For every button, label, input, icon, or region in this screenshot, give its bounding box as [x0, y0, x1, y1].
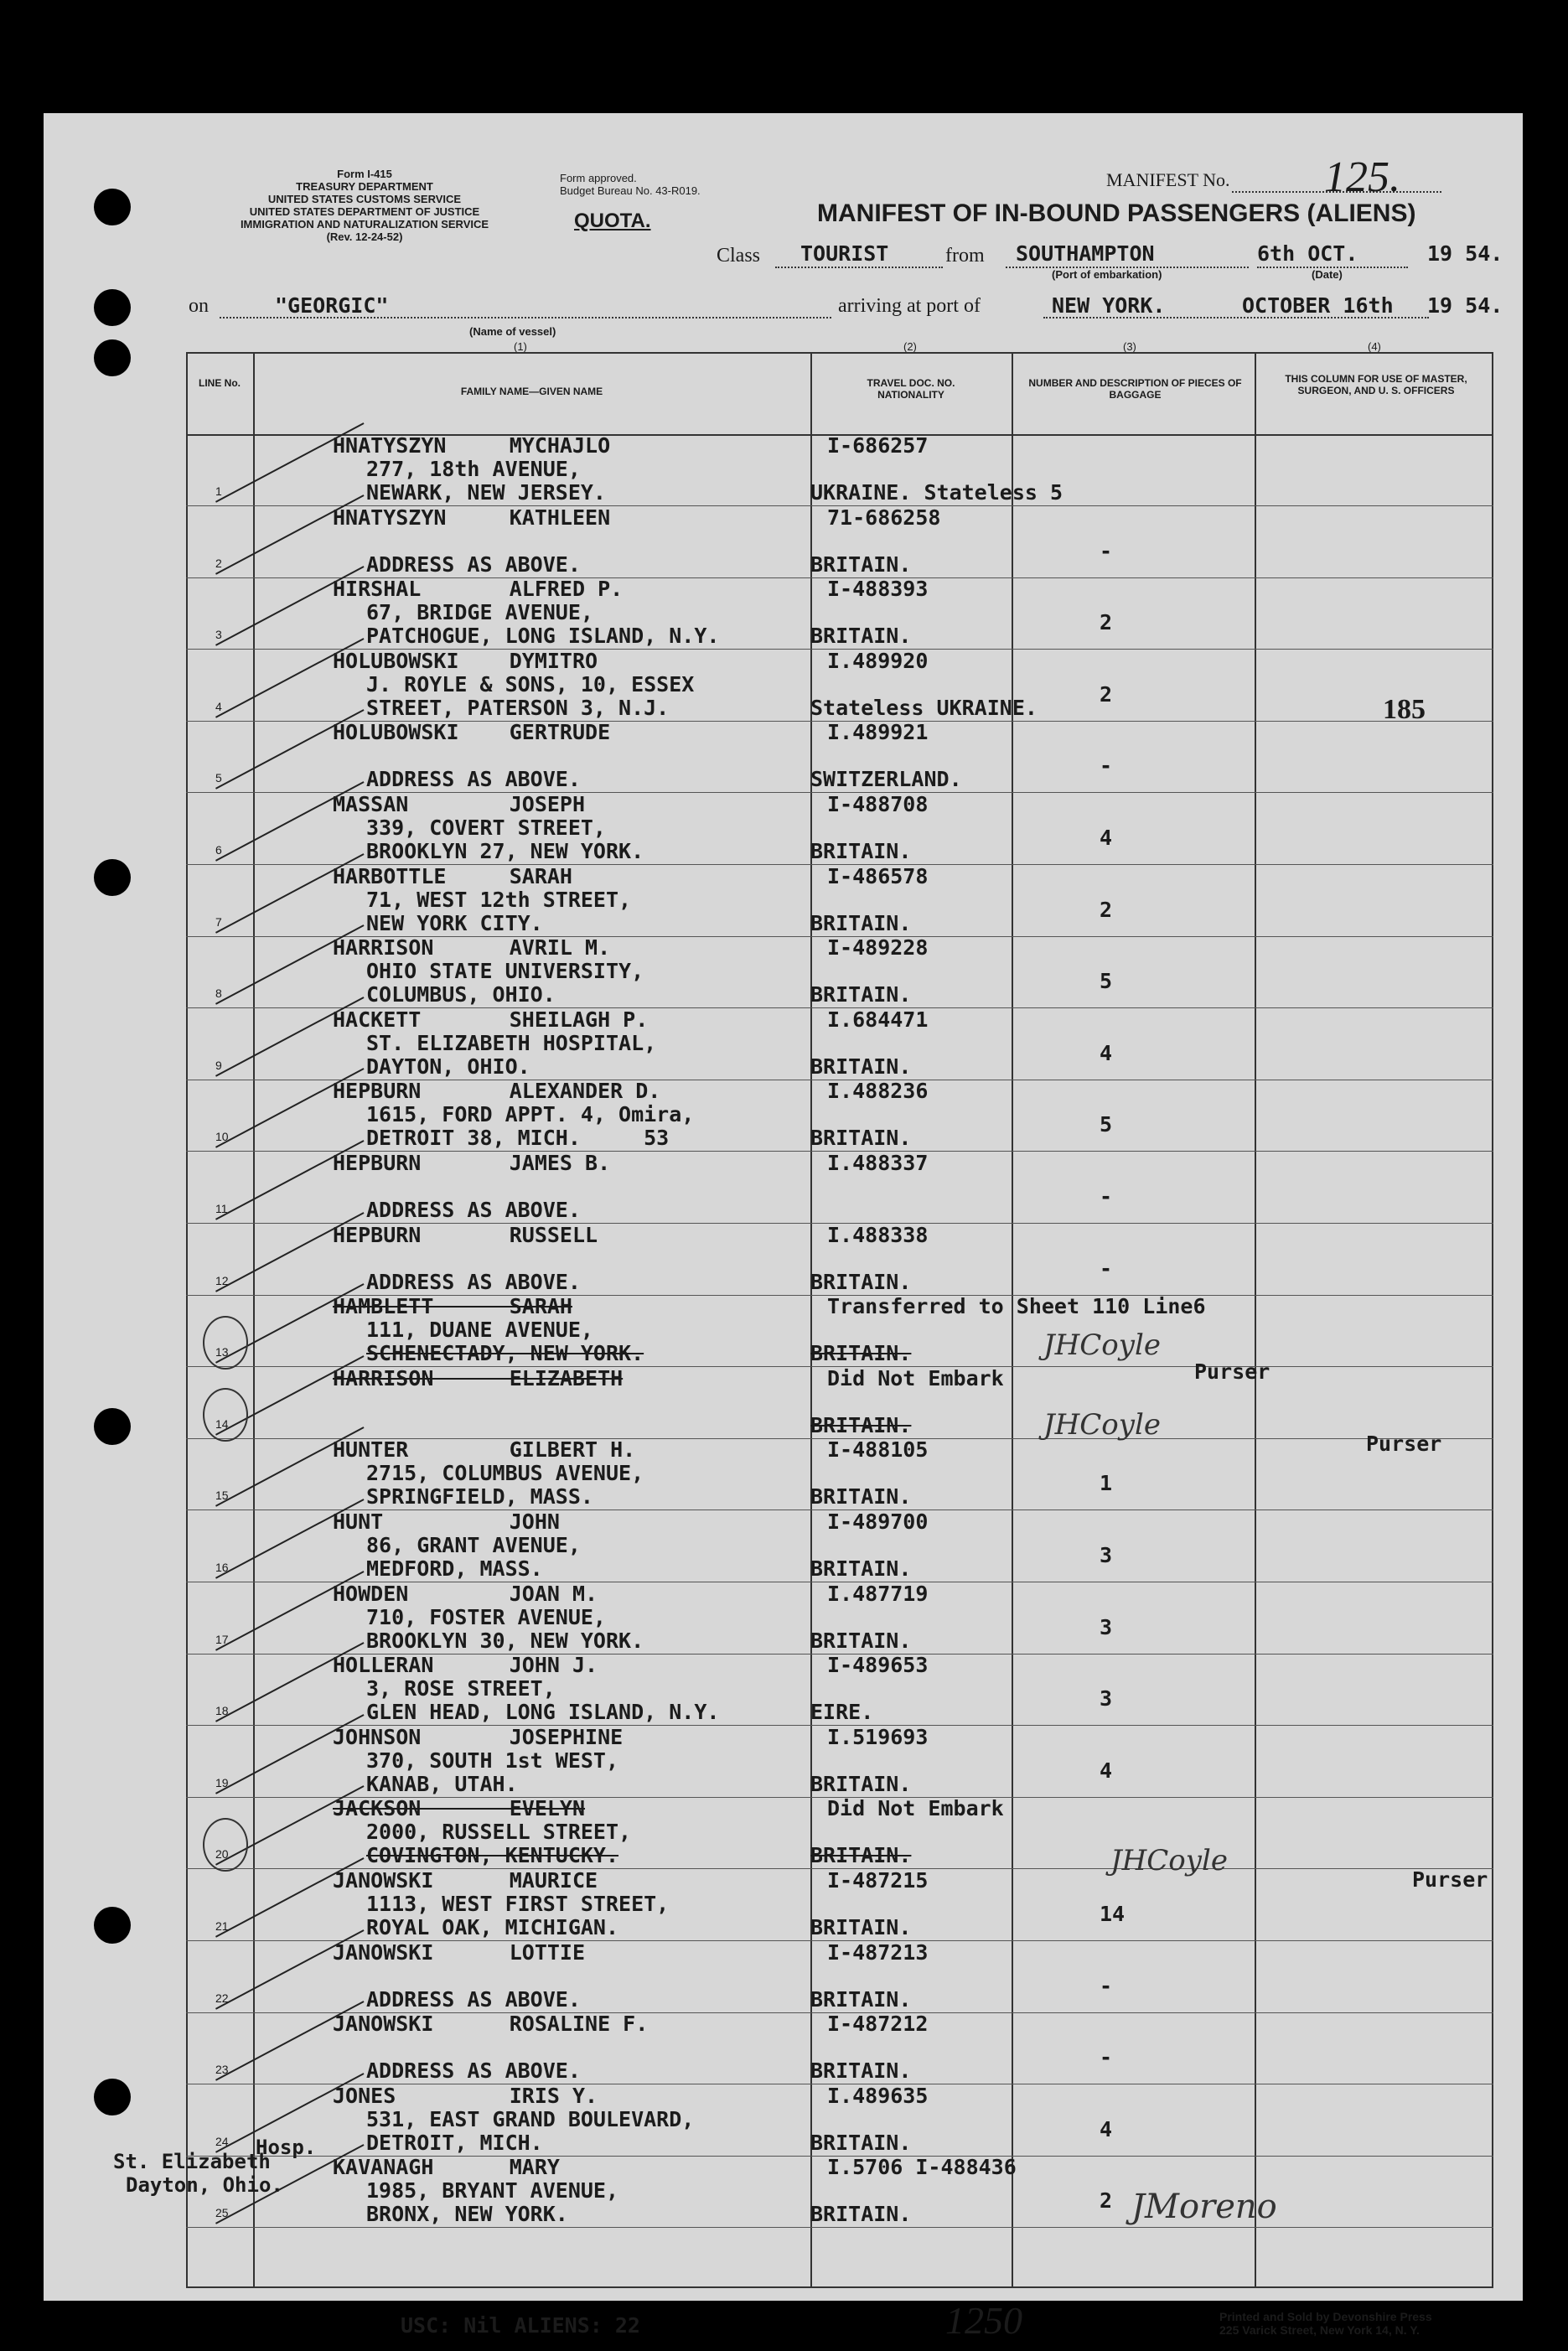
- nationality: BRITAIN.: [810, 1341, 912, 1366]
- line-number: 14: [215, 1416, 229, 1431]
- table-row: [186, 577, 1493, 649]
- address-line1: 71, WEST 12th STREET,: [366, 887, 632, 912]
- table-row: [186, 1582, 1493, 1654]
- col-baggage-header: NUMBER AND DESCRIPTION OF PIECES OF BAGGAGE: [1028, 377, 1242, 401]
- baggage-count: -: [1100, 1184, 1113, 1209]
- table-row: [186, 1295, 1493, 1366]
- signature-13: JHCoyle: [1043, 1328, 1161, 1362]
- check-mark: [215, 709, 365, 790]
- baggage-count: 3: [1100, 1686, 1113, 1711]
- signature-bottom: JMoreno: [1131, 2188, 1277, 2226]
- address-line1: 2000, RUSSELL STREET,: [366, 1820, 632, 1845]
- address-line1: 2715, COLUMBUS AVENUE,: [366, 1461, 644, 1486]
- nationality: BRITAIN.: [810, 1628, 912, 1653]
- nationality: BRITAIN.: [810, 624, 912, 649]
- col-name-header: FAMILY NAME—GIVEN NAME: [460, 386, 603, 397]
- purser-13: Purser: [1194, 1359, 1270, 1384]
- form-rev: (Rev. 12-24-52): [326, 230, 403, 243]
- table-row: [186, 1008, 1493, 1080]
- cancel-circle: [203, 1818, 248, 1872]
- passenger-name: HARRISON ELIZABETH: [333, 1365, 624, 1390]
- travel-doc: I.487719: [827, 1581, 929, 1606]
- check-mark: [215, 924, 365, 1005]
- table-row: [186, 2156, 1493, 2227]
- page-title: MANIFEST OF IN-BOUND PASSENGERS (ALIENS): [817, 199, 1416, 227]
- check-mark: [215, 2001, 365, 2081]
- binder-hole: [94, 189, 131, 225]
- date-caption: (Date): [1312, 268, 1343, 281]
- passenger-name: JONES IRIS Y.: [333, 2083, 598, 2108]
- margin-hosp: Hosp.: [256, 2136, 317, 2159]
- passenger-name: HUNT JOHN: [333, 1510, 560, 1534]
- table-row: [186, 1510, 1493, 1582]
- nationality: BRITAIN.: [810, 1054, 912, 1079]
- nationality: BRITAIN.: [810, 1269, 912, 1294]
- line-number: 18: [215, 1704, 229, 1718]
- baggage-count: 4: [1100, 2116, 1113, 2141]
- travel-doc: I.489921: [827, 720, 929, 745]
- check-mark: [215, 638, 365, 718]
- budget-bureau-text: Budget Bureau No. 43-R019.: [560, 184, 701, 197]
- check-mark: [215, 566, 365, 646]
- passenger-name: HAMBLETT SARAH: [333, 1294, 572, 1319]
- passenger-name: HARRISON AVRIL M.: [333, 935, 611, 961]
- purser-20: Purser: [1412, 1867, 1488, 1892]
- baggage-count: -: [1100, 1256, 1113, 1281]
- baggage-count: 4: [1100, 1758, 1113, 1783]
- passenger-name: HUNTER GILBERT H.: [333, 1437, 636, 1463]
- address-line2: BRONX, NEW YORK.: [366, 2202, 568, 2227]
- line-number: 5: [215, 771, 222, 785]
- address-line2: STREET, PATERSON 3, N.J.: [366, 695, 670, 720]
- signature-20: JHCoyle: [1110, 1844, 1228, 1877]
- check-mark: [215, 1140, 365, 1220]
- line-number: 2: [215, 556, 222, 570]
- nationality: SWITZERLAND.: [810, 767, 962, 792]
- address-line1: 1985, BRYANT AVENUE,: [366, 2178, 619, 2203]
- passenger-name: HOWDEN JOAN M.: [333, 1581, 598, 1606]
- passenger-name: HOLUBOWSKI DYMITRO: [333, 648, 598, 673]
- check-mark: [215, 422, 365, 503]
- address-line2: ADDRESS AS ABOVE.: [366, 767, 581, 792]
- address-line2: COVINGTON, KENTUCKY.: [366, 1843, 619, 1868]
- travel-doc: I-489700: [827, 1510, 929, 1534]
- binder-hole: [94, 289, 131, 326]
- check-mark: [215, 997, 365, 1077]
- nationality: BRITAIN.: [810, 1843, 912, 1868]
- check-mark: [215, 1068, 365, 1148]
- table-row: [186, 1869, 1493, 1940]
- baggage-count: 14: [1100, 1902, 1126, 1926]
- address-line2: ADDRESS AS ABOVE.: [366, 552, 581, 577]
- address-line2: DETROIT, MICH.: [366, 2130, 543, 2155]
- cancel-circle: [203, 1316, 248, 1370]
- purser-14: Purser: [1366, 1432, 1442, 1456]
- passenger-name: KAVANAGH MARY: [333, 2155, 560, 2180]
- binder-hole: [94, 2079, 131, 2115]
- passenger-name: HNATYSZYN MYCHAJLO: [333, 433, 611, 458]
- passenger-name: HOLUBOWSKI GERTRUDE: [333, 720, 611, 745]
- col-travel-header: TRAVEL DOC. NO. NATIONALITY: [867, 377, 955, 401]
- address-line2: SCHENECTADY, NEW YORK.: [366, 1341, 644, 1366]
- passenger-name: HARBOTTLE SARAH: [333, 863, 572, 888]
- passenger-name: MASSAN JOSEPH: [333, 792, 586, 816]
- passenger-name: HEPBURN RUSSELL: [333, 1222, 598, 1247]
- address-line1: 3, ROSE STREET,: [366, 1676, 556, 1701]
- table-row: [186, 1080, 1493, 1151]
- footer-handwritten: 1250: [945, 2299, 1022, 2342]
- quota-label: QUOTA.: [574, 210, 651, 232]
- arrival-year: 19 54.: [1427, 293, 1503, 318]
- nationality: BRITAIN.: [810, 1556, 912, 1581]
- check-mark: [215, 495, 365, 575]
- arrival-port: NEW YORK.: [1052, 293, 1166, 318]
- check-mark: [215, 1212, 365, 1292]
- address-line2: DAYTON, OHIO.: [366, 1054, 530, 1079]
- passenger-name: JOHNSON JOSEPHINE: [333, 1724, 624, 1749]
- margin-city2: Dayton, Ohio.: [126, 2173, 283, 2197]
- baggage-count: 3: [1100, 1614, 1113, 1639]
- table-row: [186, 1654, 1493, 1725]
- baggage-count: 3: [1100, 1543, 1113, 1567]
- cancel-circle: [203, 1388, 248, 1442]
- address-line2: KANAB, UTAH.: [366, 1771, 518, 1796]
- form-dept: TREASURY DEPARTMENT: [296, 180, 433, 193]
- check-mark: [215, 1571, 365, 1651]
- officer-note: 185: [1383, 694, 1426, 725]
- address-line1: OHIO STATE UNIVERSITY,: [366, 959, 644, 984]
- baggage-count: 1: [1100, 1471, 1113, 1496]
- class-label: Class: [717, 245, 761, 267]
- travel-doc: I-487213: [827, 1939, 929, 1965]
- travel-doc: I-489228: [827, 935, 929, 961]
- embark-date: 6th OCT.: [1257, 241, 1358, 266]
- table-row: [186, 1941, 1493, 2012]
- travel-doc: I-488105: [827, 1437, 929, 1463]
- embark-port: SOUTHAMPTON: [1016, 241, 1155, 266]
- travel-doc: I.489635: [827, 2083, 929, 2108]
- line-number: 24: [215, 2134, 229, 2148]
- passenger-name: JACKSON EVELYN: [333, 1796, 586, 1821]
- embark-year: 19 54.: [1427, 241, 1503, 266]
- travel-doc: Did Not Embark: [827, 1365, 1004, 1390]
- address-line2: ADDRESS AS ABOVE.: [366, 1198, 581, 1222]
- address-line1: 86, GRANT AVENUE,: [366, 1533, 581, 1557]
- baggage-count: -: [1100, 1973, 1113, 1998]
- nationality: BRITAIN.: [810, 1484, 912, 1510]
- footer-totals: USC: Nil ALIENS: 22: [401, 2313, 640, 2338]
- form-dept2: UNITED STATES DEPARTMENT OF JUSTICE: [249, 205, 480, 218]
- line-number: 19: [215, 1775, 229, 1789]
- line-number: 6: [215, 843, 222, 857]
- passenger-name: JANOWSKI LOTTIE: [333, 1939, 586, 1965]
- travel-doc: I.488337: [827, 1151, 929, 1175]
- port-caption: (Port of embarkation): [1052, 268, 1162, 281]
- table-row: [186, 865, 1493, 936]
- check-mark: [215, 853, 365, 934]
- binder-hole: [94, 339, 131, 376]
- travel-doc: I.519693: [827, 1724, 929, 1749]
- on-label: on: [189, 295, 209, 317]
- nationality: BRITAIN.: [810, 1126, 912, 1151]
- baggage-count: 4: [1100, 826, 1113, 850]
- baggage-count: 5: [1100, 969, 1113, 994]
- passenger-name: HNATYSZYN KATHLEEN: [333, 505, 611, 530]
- manifest-number: 125.: [1324, 153, 1400, 201]
- baggage-count: 2: [1100, 2188, 1113, 2214]
- table-row: [186, 1797, 1493, 1868]
- class-value: TOURIST: [800, 241, 889, 266]
- address-line2: ADDRESS AS ABOVE.: [366, 1986, 581, 2012]
- form-header-block: [226, 168, 503, 243]
- baggage-count: 2: [1100, 681, 1113, 707]
- vessel-name: "GEORGIC": [275, 293, 389, 318]
- baggage-count: 2: [1100, 610, 1113, 635]
- table-row: [186, 650, 1493, 721]
- table-row: [186, 1152, 1493, 1223]
- nationality: BRITAIN.: [810, 839, 912, 863]
- address-line2: ROYAL OAK, MICHIGAN.: [366, 1915, 619, 1939]
- travel-doc: I.488338: [827, 1222, 929, 1247]
- passenger-name: HEPBURN ALEXANDER D.: [333, 1079, 661, 1104]
- signature-14: JHCoyle: [1043, 1408, 1161, 1442]
- address-line1: 111, DUANE AVENUE,: [366, 1318, 593, 1343]
- nationality: BRITAIN.: [810, 1986, 912, 2012]
- address-line1: 710, FOSTER AVENUE,: [366, 1604, 606, 1629]
- nationality: BRITAIN.: [810, 2058, 912, 2084]
- form-number: Form I-415: [337, 168, 392, 180]
- address-line2: ADDRESS AS ABOVE.: [366, 1269, 581, 1294]
- from-label: from: [945, 245, 985, 267]
- line-number: 10: [215, 1130, 229, 1144]
- line-number: 17: [215, 1632, 229, 1646]
- travel-doc: I-489653: [827, 1653, 929, 1678]
- check-mark: [215, 1499, 365, 1579]
- line-number: 13: [215, 1345, 229, 1359]
- line-number: 11: [215, 1202, 228, 1215]
- travel-doc: I-486578: [827, 863, 929, 888]
- line-number: 4: [215, 699, 222, 713]
- address-line1: J. ROYLE & SONS, 10, ESSEX: [366, 671, 695, 696]
- line-number: 22: [215, 1991, 229, 2005]
- passenger-name: JANOWSKI ROSALINE F.: [333, 2012, 649, 2037]
- travel-doc: I-488708: [827, 792, 929, 816]
- address-line2: BROOKLYN 30, NEW YORK.: [366, 1628, 644, 1653]
- printer-credit: [1219, 2310, 1432, 2337]
- printer-line2: 225 Varick Street, New York 14, N. Y.: [1219, 2323, 1420, 2337]
- travel-doc: 71-686258: [827, 505, 941, 530]
- line-number: 15: [215, 1489, 229, 1503]
- travel-doc: I.488236: [827, 1079, 929, 1104]
- address-line1: ST. ELIZABETH HOSPITAL,: [366, 1030, 657, 1055]
- line-number: 16: [215, 1561, 229, 1574]
- table-row: [186, 1224, 1493, 1295]
- approval-block: [560, 172, 701, 197]
- table-row: [186, 1367, 1493, 1438]
- baggage-count: -: [1100, 2045, 1113, 2070]
- travel-doc: I-487212: [827, 2012, 929, 2037]
- travel-doc: I-686257: [827, 433, 929, 458]
- nationality: BRITAIN.: [810, 1412, 912, 1437]
- travel-doc: I-488393: [827, 577, 929, 602]
- col1-number: (1): [514, 340, 527, 353]
- address-line1: 370, SOUTH 1st WEST,: [366, 1748, 619, 1773]
- nationality: BRITAIN.: [810, 2202, 912, 2227]
- table-row: [186, 936, 1493, 1007]
- col-officers-header: THIS COLUMN FOR USE OF MASTER, SURGEON, AND U. S. OFFICERS: [1285, 373, 1467, 396]
- check-mark: [215, 1642, 365, 1722]
- nationality: EIRE.: [810, 1700, 874, 1725]
- nationality: BRITAIN.: [810, 2130, 912, 2155]
- passenger-name: JANOWSKI MAURICE: [333, 1868, 598, 1893]
- check-mark: [215, 781, 365, 862]
- table-row: [186, 721, 1493, 792]
- address-line1: 1615, FORD APPT. 4, Omira,: [366, 1102, 695, 1127]
- address-line1: 277, 18th AVENUE,: [366, 457, 581, 481]
- baggage-count: 2: [1100, 897, 1113, 922]
- baggage-count: -: [1100, 538, 1113, 563]
- travel-doc: I.489920: [827, 648, 929, 673]
- passenger-name: HOLLERAN JOHN J.: [333, 1653, 598, 1678]
- address-line2: BROOKLYN 27, NEW YORK.: [366, 839, 644, 863]
- margin-city1: St. Elizabeth: [113, 2150, 271, 2173]
- nationality: BRITAIN.: [810, 552, 912, 577]
- binder-hole: [94, 1408, 131, 1445]
- printer-line1: Printed and Sold by Devonshire Press: [1219, 2310, 1432, 2323]
- address-line2: MEDFORD, MASS.: [366, 1556, 543, 1581]
- approval-text: Form approved.: [560, 172, 637, 184]
- address-line2: GLEN HEAD, LONG ISLAND, N.Y.: [366, 1700, 720, 1725]
- table-row: [186, 1438, 1493, 1510]
- address-line2: SPRINGFIELD, MASS.: [366, 1484, 593, 1510]
- table-row: [186, 506, 1493, 577]
- col4-number: (4): [1368, 340, 1381, 353]
- check-mark: [215, 1929, 365, 2010]
- address-line2: COLUMBUS, OHIO.: [366, 982, 556, 1007]
- address-line2: NEW YORK CITY.: [366, 910, 543, 935]
- travel-doc: Did Not Embark: [827, 1796, 1004, 1821]
- check-mark: [215, 1714, 365, 1794]
- col3-number: (3): [1123, 340, 1136, 353]
- table-row: [186, 2012, 1493, 2084]
- table-row: [186, 2084, 1493, 2156]
- manifest-table: [186, 352, 1493, 2288]
- travel-doc: Transferred to Sheet 110 Line6: [827, 1294, 1206, 1319]
- nationality: BRITAIN.: [810, 982, 912, 1007]
- nationality: BRITAIN.: [810, 910, 912, 935]
- baggage-count: 4: [1100, 1040, 1113, 1065]
- nationality: BRITAIN.: [810, 1771, 912, 1796]
- nationality: Stateless UKRAINE.: [810, 695, 1038, 720]
- check-mark: [215, 1427, 365, 1507]
- col-line-header: LINE No.: [199, 377, 241, 389]
- address-line1: 339, COVERT STREET,: [366, 816, 606, 840]
- line-number: 3: [215, 628, 222, 642]
- line-number: 7: [215, 914, 222, 929]
- nationality: UKRAINE. Stateless 5: [810, 480, 1063, 505]
- baggage-count: -: [1100, 753, 1113, 779]
- binder-hole: [94, 859, 131, 896]
- line-number: 12: [215, 1273, 229, 1287]
- arriving-label: arriving at port of: [838, 295, 981, 317]
- binder-hole: [94, 1907, 131, 1944]
- form-service2: IMMIGRATION AND NATURALIZATION SERVICE: [240, 218, 489, 230]
- col2-number: (2): [903, 340, 917, 353]
- passenger-name: HACKETT SHEILAGH P.: [333, 1007, 649, 1032]
- passenger-name: HIRSHAL ALFRED P.: [333, 577, 624, 602]
- line-number: 21: [215, 1919, 229, 1933]
- address-line1: 531, EAST GRAND BOULEVARD,: [366, 2106, 695, 2131]
- travel-doc: I.684471: [827, 1007, 929, 1032]
- nationality: BRITAIN.: [810, 1915, 912, 1939]
- line-number: 25: [215, 2206, 229, 2220]
- line-number: 8: [215, 986, 222, 1001]
- line-number: 20: [215, 1847, 229, 1862]
- address-line2: NEWARK, NEW JERSEY.: [366, 480, 606, 505]
- table-row: [186, 1726, 1493, 1797]
- line-number: 23: [215, 2063, 229, 2077]
- travel-doc: I-487215: [827, 1868, 929, 1893]
- vessel-caption: (Name of vessel): [469, 325, 556, 338]
- manifest-no-label: MANIFEST No.: [1106, 169, 1230, 190]
- address-line1: 67, BRIDGE AVENUE,: [366, 600, 593, 625]
- form-service: UNITED STATES CUSTOMS SERVICE: [267, 193, 462, 205]
- travel-doc: I.5706 I-488436: [827, 2155, 1017, 2180]
- arrival-date: OCTOBER 16th: [1242, 293, 1394, 318]
- address-line2: ADDRESS AS ABOVE.: [366, 2058, 581, 2084]
- line-number: 9: [215, 1058, 222, 1072]
- check-mark: [215, 1857, 365, 1938]
- address-line2: DETROIT 38, MICH. 53: [366, 1126, 670, 1151]
- table-row: [186, 434, 1493, 505]
- address-line1: 1113, WEST FIRST STREET,: [366, 1892, 670, 1916]
- line-number: 1: [215, 484, 222, 498]
- baggage-count: 5: [1100, 1112, 1113, 1137]
- table-row: [186, 793, 1493, 864]
- passenger-name: HEPBURN JAMES B.: [333, 1151, 611, 1175]
- address-line2: PATCHOGUE, LONG ISLAND, N.Y.: [366, 624, 720, 649]
